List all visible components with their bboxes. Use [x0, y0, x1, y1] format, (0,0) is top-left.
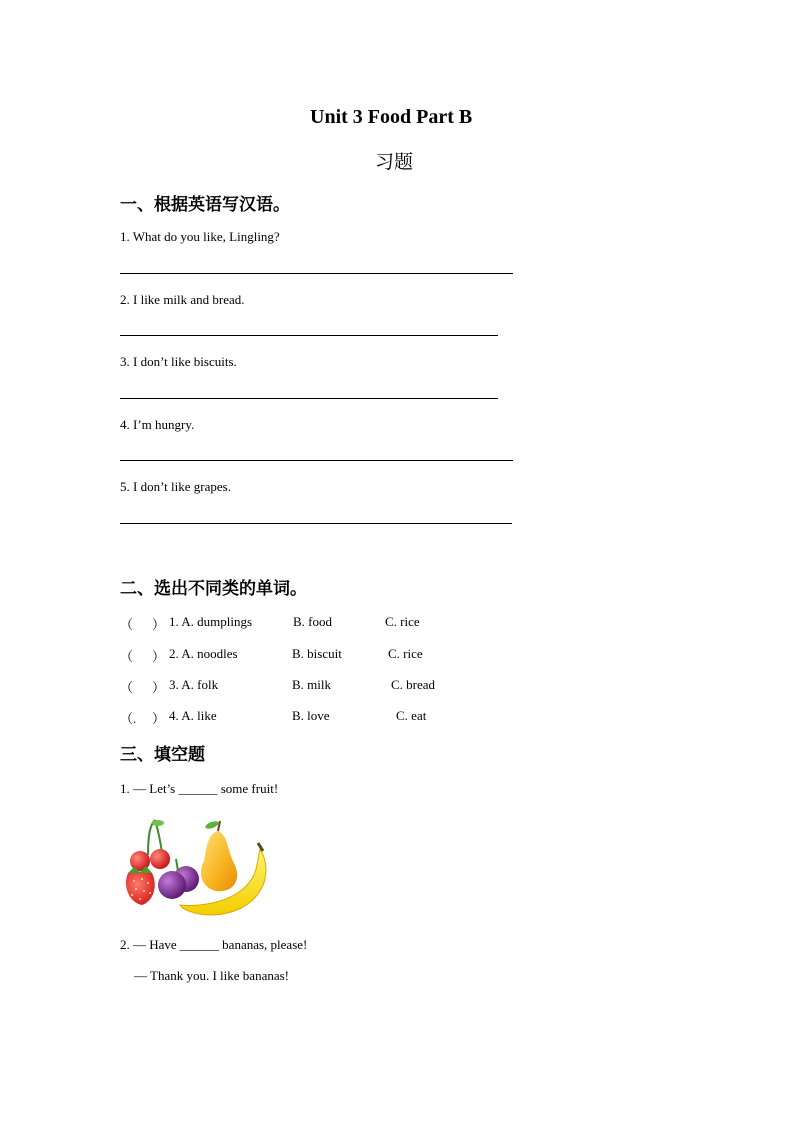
fruit-illustration — [120, 815, 275, 925]
option-c: C. bread — [391, 677, 436, 692]
page-title: Unit 3 Food Part B — [310, 106, 473, 128]
option-b: B. food — [293, 614, 332, 629]
translation-question-3: 3. I don’t like biscuits. — [120, 354, 237, 369]
answer-paren-close: ） — [152, 617, 166, 632]
section2-heading: 二、选出不同类的单词。 — [120, 579, 307, 599]
fill-question-1: 1. — Let’s ______ some fruit! — [120, 781, 279, 796]
answer-paren-close: ） — [152, 711, 166, 726]
answer-paren-close: ） — [152, 680, 166, 695]
option-b: B. love — [292, 708, 330, 723]
option-c: C. rice — [385, 614, 420, 629]
pear — [201, 820, 237, 891]
section1-heading: 一、根据英语写汉语。 — [120, 195, 290, 215]
fill-question-2: 2. — Have ______ bananas, please! — [120, 937, 308, 952]
plum-front — [158, 871, 186, 899]
fill-question-2-reply: — Thank you. I like bananas! — [134, 968, 289, 983]
answer-paren-open: （ — [120, 649, 134, 664]
option-a: 3. A. folk — [169, 677, 219, 692]
answer-paren-open: （. — [120, 711, 137, 726]
translation-question-1: 1. What do you like, Lingling? — [120, 229, 280, 244]
answer-paren-close: ） — [152, 649, 166, 664]
answer-paren-open: （ — [120, 617, 134, 632]
answer-paren-open: （ — [120, 680, 134, 695]
option-b: B. milk — [292, 677, 332, 692]
translation-question-5: 5. I don’t like grapes. — [120, 479, 231, 494]
page-subtitle: 习题 — [375, 151, 414, 173]
cherry-right — [150, 849, 170, 869]
option-c: C. rice — [388, 646, 423, 661]
option-c: C. eat — [396, 708, 427, 723]
option-a: 1. A. dumplings — [169, 614, 253, 629]
plum-stem — [176, 859, 178, 871]
section3-heading: 三、填空题 — [120, 745, 205, 765]
translation-question-4: 4. I’m hungry. — [120, 417, 195, 432]
answer-line-2[interactable] — [120, 335, 498, 336]
option-b: B. biscuit — [292, 646, 342, 661]
option-a: 4. A. like — [169, 708, 217, 723]
answer-line-1[interactable] — [120, 273, 513, 274]
answer-line-3[interactable] — [120, 398, 498, 399]
option-a: 2. A. noodles — [169, 646, 238, 661]
answer-line-5[interactable] — [120, 523, 512, 524]
translation-question-2: 2. I like milk and bread. — [120, 292, 245, 307]
answer-line-4[interactable] — [120, 460, 513, 461]
strawberry — [126, 866, 155, 905]
